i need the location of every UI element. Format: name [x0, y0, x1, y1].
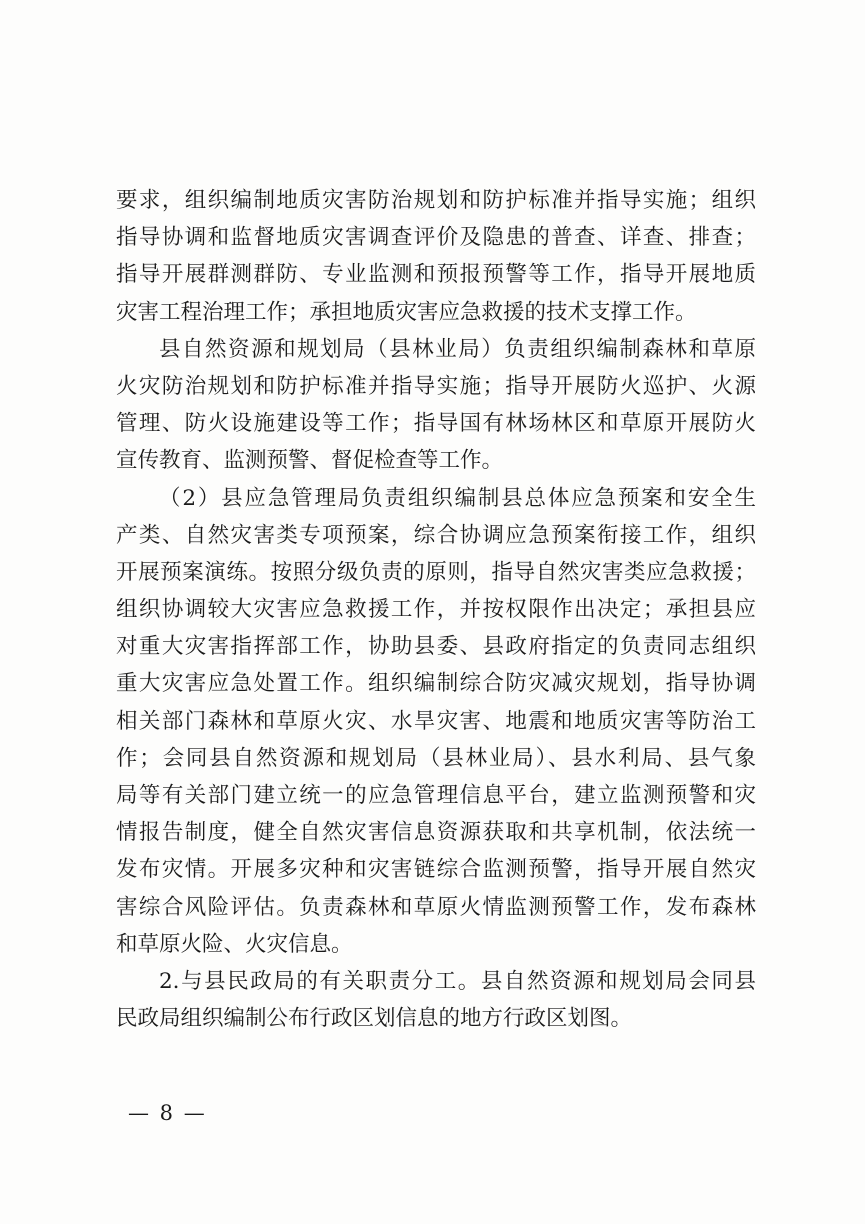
text-line-18: 情报告制度，健全自然灾害信息资源获取和共享机制，依法统一: [116, 820, 756, 846]
text-line-23: 民政局组织编制公布行政区划信息的地方行政区划图。: [116, 1006, 633, 1032]
document-body: [116, 182, 756, 1037]
text-line-12: 组织协调较大灾害应急救援工作，并按权限作出决定；承担县应: [116, 597, 756, 623]
text-line-21: 和草原火险、火灾信息。: [116, 931, 353, 957]
text-line-2: 指导协调和监督地质灾害调查评价及隐患的普查、详查、排查；: [116, 225, 756, 251]
text-line-22: 2.与县民政局的有关职责分工。县自然资源和规划局会同县: [159, 968, 756, 994]
page-number: — 8 —: [128, 1101, 207, 1125]
text-line-1: 要求，组织编制地质灾害防治规划和防护标准并指导实施；组织: [116, 188, 756, 213]
text-line-15: 相关部门森林和草原火灾、水旱灾害、地震和地质灾害等防治工: [116, 708, 756, 734]
text-line-6: 火灾防治规划和防护标准并指导实施；指导开展防火巡护、火源: [116, 373, 756, 399]
text-line-7: 管理、防火设施建设等工作；指导国有林场林区和草原开展防火: [116, 411, 756, 437]
text-line-3: 指导开展群测群防、专业监测和预报预警等工作，指导开展地质: [116, 262, 756, 288]
text-line-11: 开展预案演练。按照分级负责的原则，指导自然灾害类应急救援；: [116, 559, 756, 585]
text-line-9: （2）县应急管理局负责组织编制县总体应急预案和安全生: [159, 485, 756, 511]
text-line-14: 重大灾害应急处置工作。组织编制综合防灾减灾规划，指导协调: [116, 671, 756, 697]
text-line-8: 宣传教育、监测预警、督促检查等工作。: [116, 448, 504, 474]
text-line-20: 害综合风险评估。负责森林和草原火情监测预警工作，发布森林: [116, 894, 756, 920]
text-line-4: 灾害工程治理工作；承担地质灾害应急救援的技术支撑工作。: [116, 299, 697, 325]
text-line-19: 发布灾情。开展多灾种和灾害链综合监测预警，指导开展自然灾: [116, 857, 756, 883]
text-line-10: 产类、自然灾害类专项预案，综合协调应急预案衔接工作，组织: [116, 522, 756, 548]
text-line-17: 局等有关部门建立统一的应急管理信息平台，建立监测预警和灾: [116, 783, 756, 808]
text-line-13: 对重大灾害指挥部工作，协助县委、县政府指定的负责同志组织: [116, 634, 756, 660]
text-line-16: 作；会同县自然资源和规划局（县林业局）、县水利局、县气象: [116, 745, 756, 771]
text-line-5: 县自然资源和规划局（县林业局）负责组织编制森林和草原: [159, 336, 756, 362]
